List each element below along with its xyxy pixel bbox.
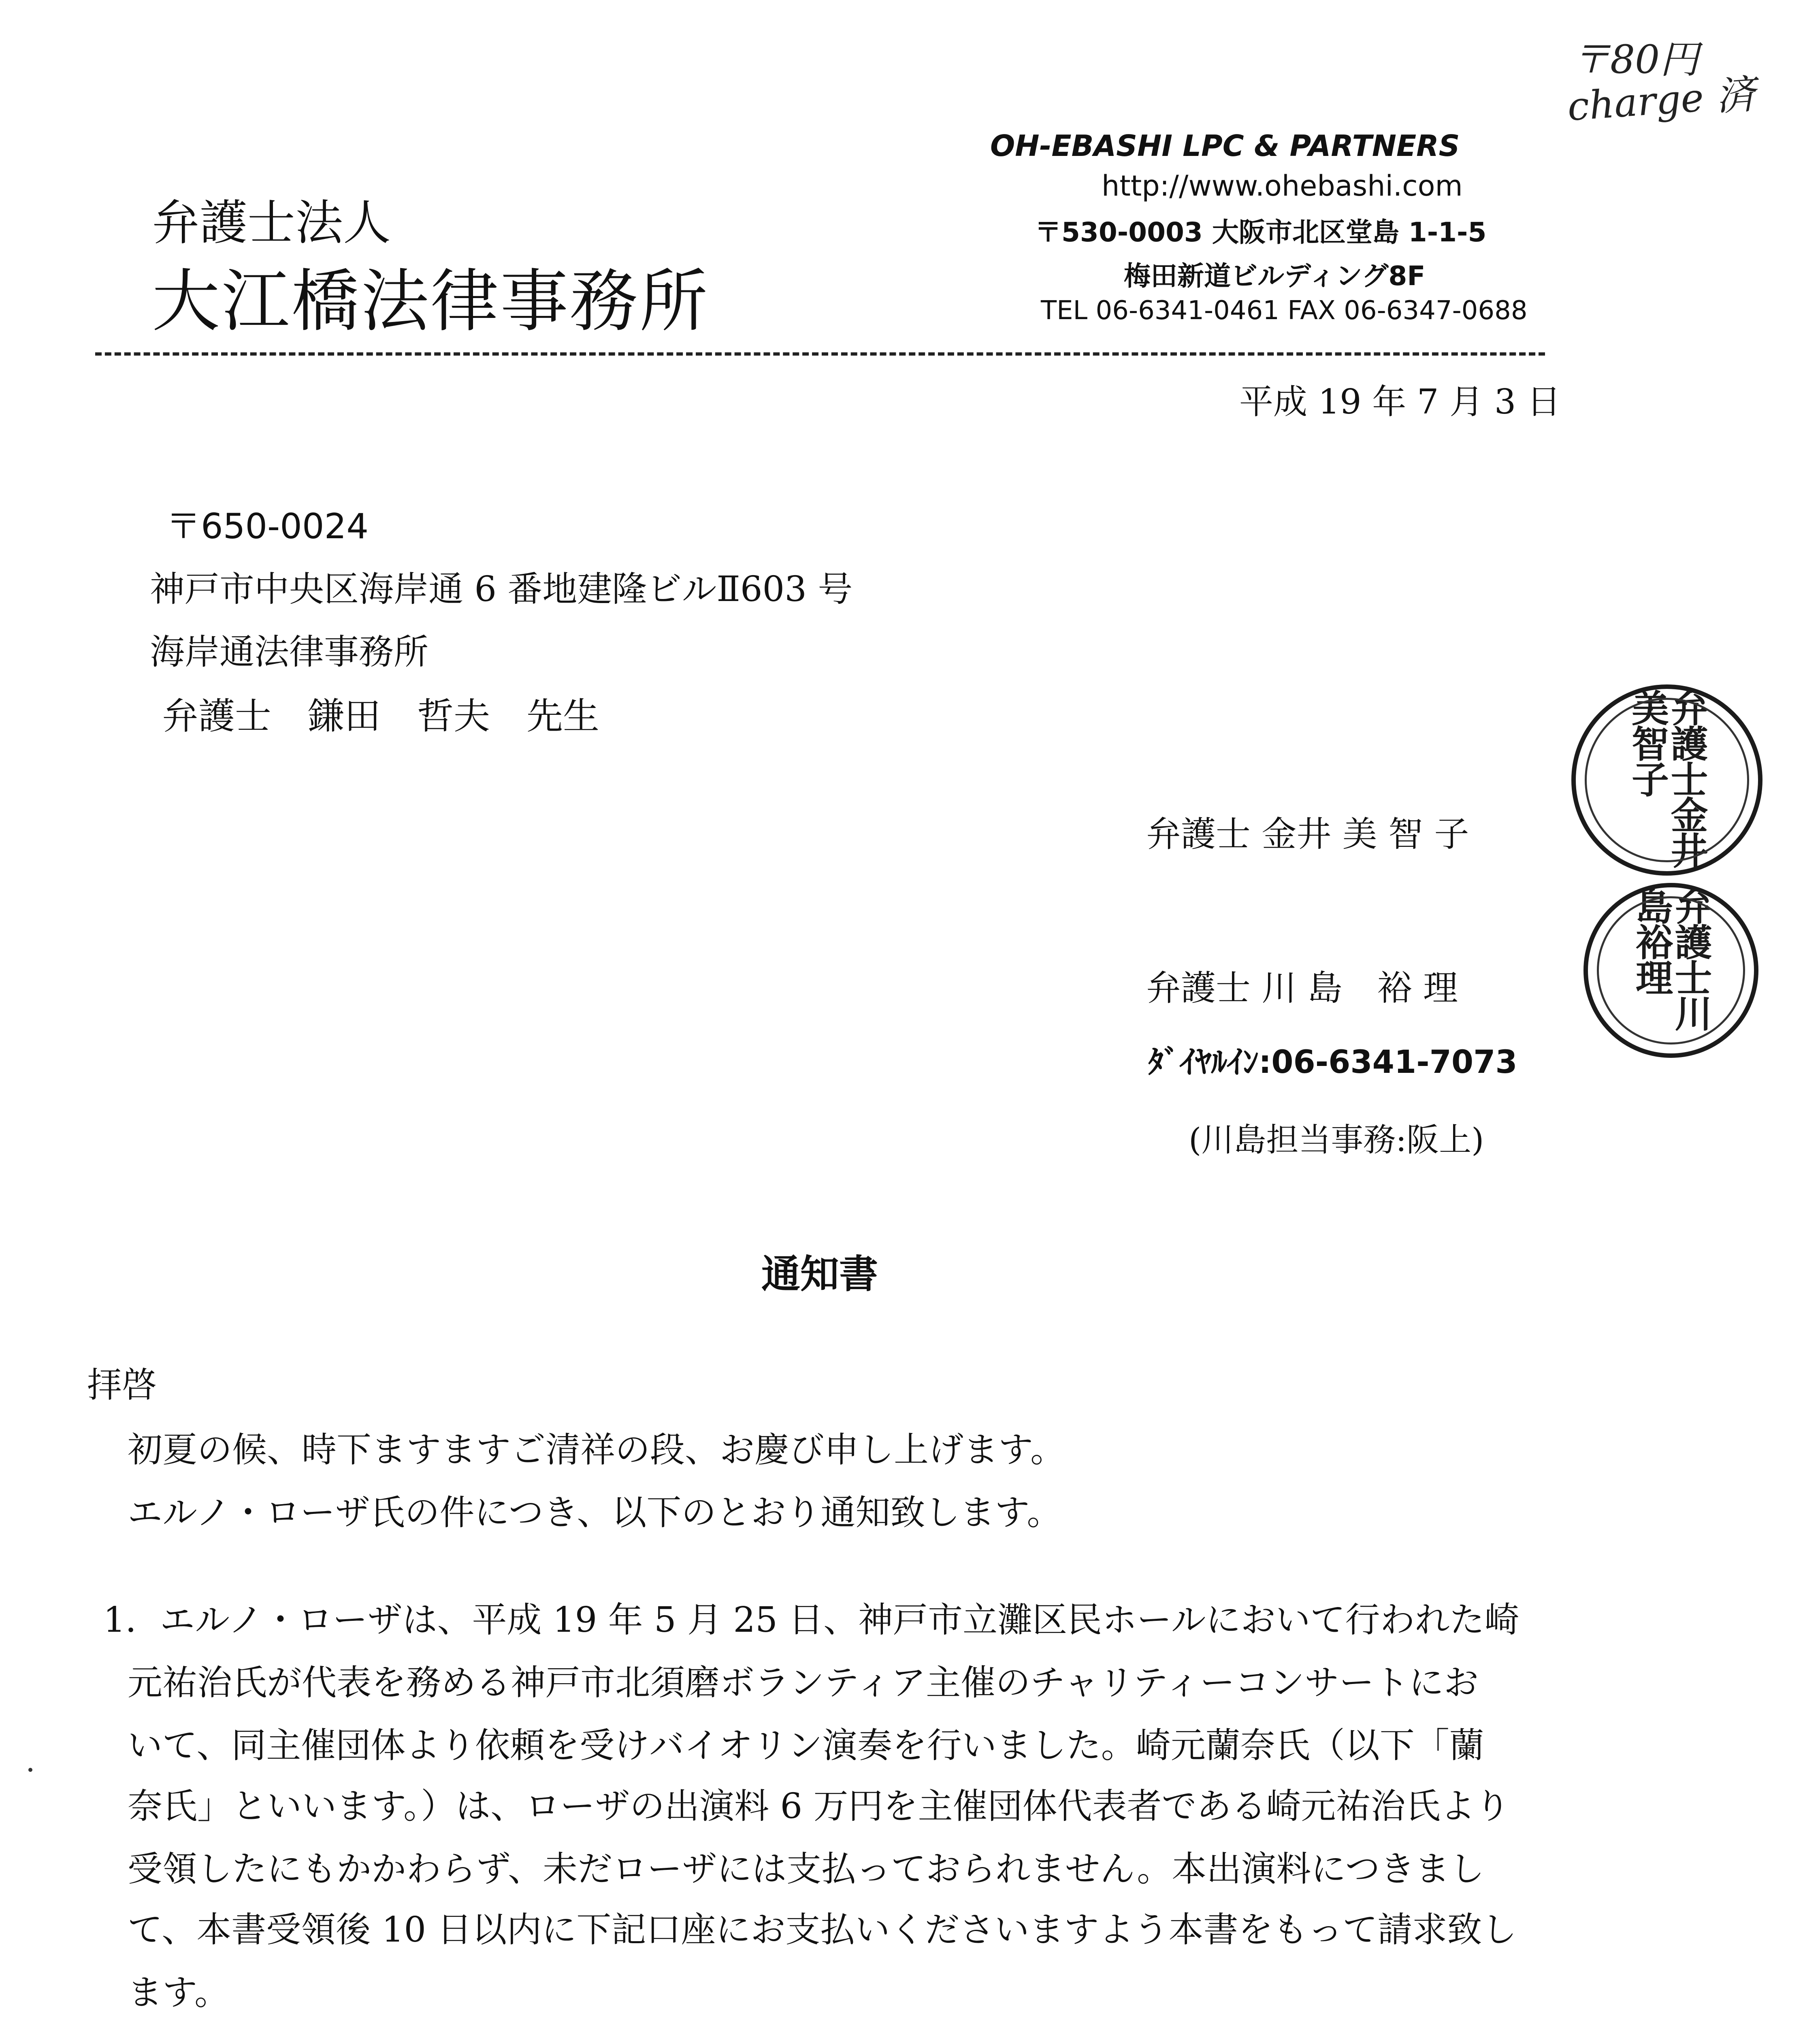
item-1-line: 奈氏」といいます。）は、ローザの出演料 6 万円を主催団体代表者である崎元祐治氏より xyxy=(128,1786,1510,1827)
dial-in-number: ﾀﾞｲﾔﾙｲﾝ:06-6341-7073 xyxy=(1148,1044,1517,1081)
clerk-in-charge: (川島担当事務:阪上) xyxy=(1189,1121,1484,1159)
firm-type: 弁護士法人 xyxy=(152,195,391,251)
scan-speck xyxy=(28,1768,32,1772)
seal-stamp-2 xyxy=(1583,883,1758,1058)
item-1-line: 元祐治氏が代表を務める神戸市北須磨ボランティア主催のチャリティーコンサートにお xyxy=(128,1663,1479,1703)
firm-name-english: OH-EBASHI LPC & PARTNERS xyxy=(990,129,1460,163)
document-title: 通知書 xyxy=(761,1251,878,1297)
handwritten-note xyxy=(1566,37,1756,130)
firm-url: http://www.ohebashi.com xyxy=(1102,169,1463,202)
item-1-line: いて、同主催団体より依頼を受けバイオリン演奏を行いました。崎元蘭奈氏（以下「蘭 xyxy=(128,1725,1484,1766)
firm-name: 大江橋法律事務所 xyxy=(152,262,709,341)
seal-1-text: 弁護士金井美智子 xyxy=(1626,689,1709,867)
greeting-line-2: エルノ・ローザ氏の件につき、以下のとおり通知致します。 xyxy=(128,1492,1062,1533)
letter-date: 平成 19 年 7 月 3 日 xyxy=(1239,382,1561,422)
item-1-number: 1． xyxy=(103,1600,160,1640)
handwritten-charge: charge 済 xyxy=(1566,71,1756,130)
seal-2-text: 弁護士川島裕理 xyxy=(1630,887,1713,1030)
firm-address-line1: 〒530-0003 大阪市北区堂島 1-1-5 xyxy=(1035,217,1487,248)
addressee-address: 神戸市中央区海岸通 6 番地建隆ビルⅡ603 号 xyxy=(150,569,853,610)
item-1-line: ます。 xyxy=(128,1972,230,2013)
item-1-line: て、本書受領後 10 日以内に下記口座にお支払いくださいますよう本書をもって請求致し xyxy=(128,1910,1517,1950)
addressee-office: 海岸通法律事務所 xyxy=(150,632,428,672)
seal-stamp-1 xyxy=(1571,684,1762,876)
salutation: 拝啓 xyxy=(87,1365,157,1405)
record-heading xyxy=(800,2021,834,2025)
sender-2: 弁護士 川 島 裕 理 xyxy=(1146,968,1458,1008)
firm-tel-fax: TEL 06-6341-0461 FAX 06-6347-0688 xyxy=(1041,296,1528,326)
greeting-line-1: 初夏の候、時下ますますご清祥の段、お慶び申し上げます。 xyxy=(128,1430,1066,1470)
item-1-line: 受領したにもかかわらず、未だローザには支払っておられません。本出演料につきまし xyxy=(128,1849,1485,1889)
item-1-line: エルノ・ローザは、平成 19 年 5 月 25 日、神戸市立灘区民ホールにおいて行われた崎 xyxy=(160,1600,1520,1640)
handwritten-postage: 〒80円 xyxy=(1571,37,1699,82)
firm-address-line2: 梅田新道ビルディング8F xyxy=(1124,260,1426,292)
header-divider xyxy=(95,352,1545,356)
addressee-postal-code: 〒650-0024 xyxy=(166,506,369,547)
addressee-name: 弁護士 鎌田 哲夫 先生 xyxy=(162,695,599,738)
sender-1: 弁護士 金井 美 智 子 xyxy=(1146,814,1469,855)
